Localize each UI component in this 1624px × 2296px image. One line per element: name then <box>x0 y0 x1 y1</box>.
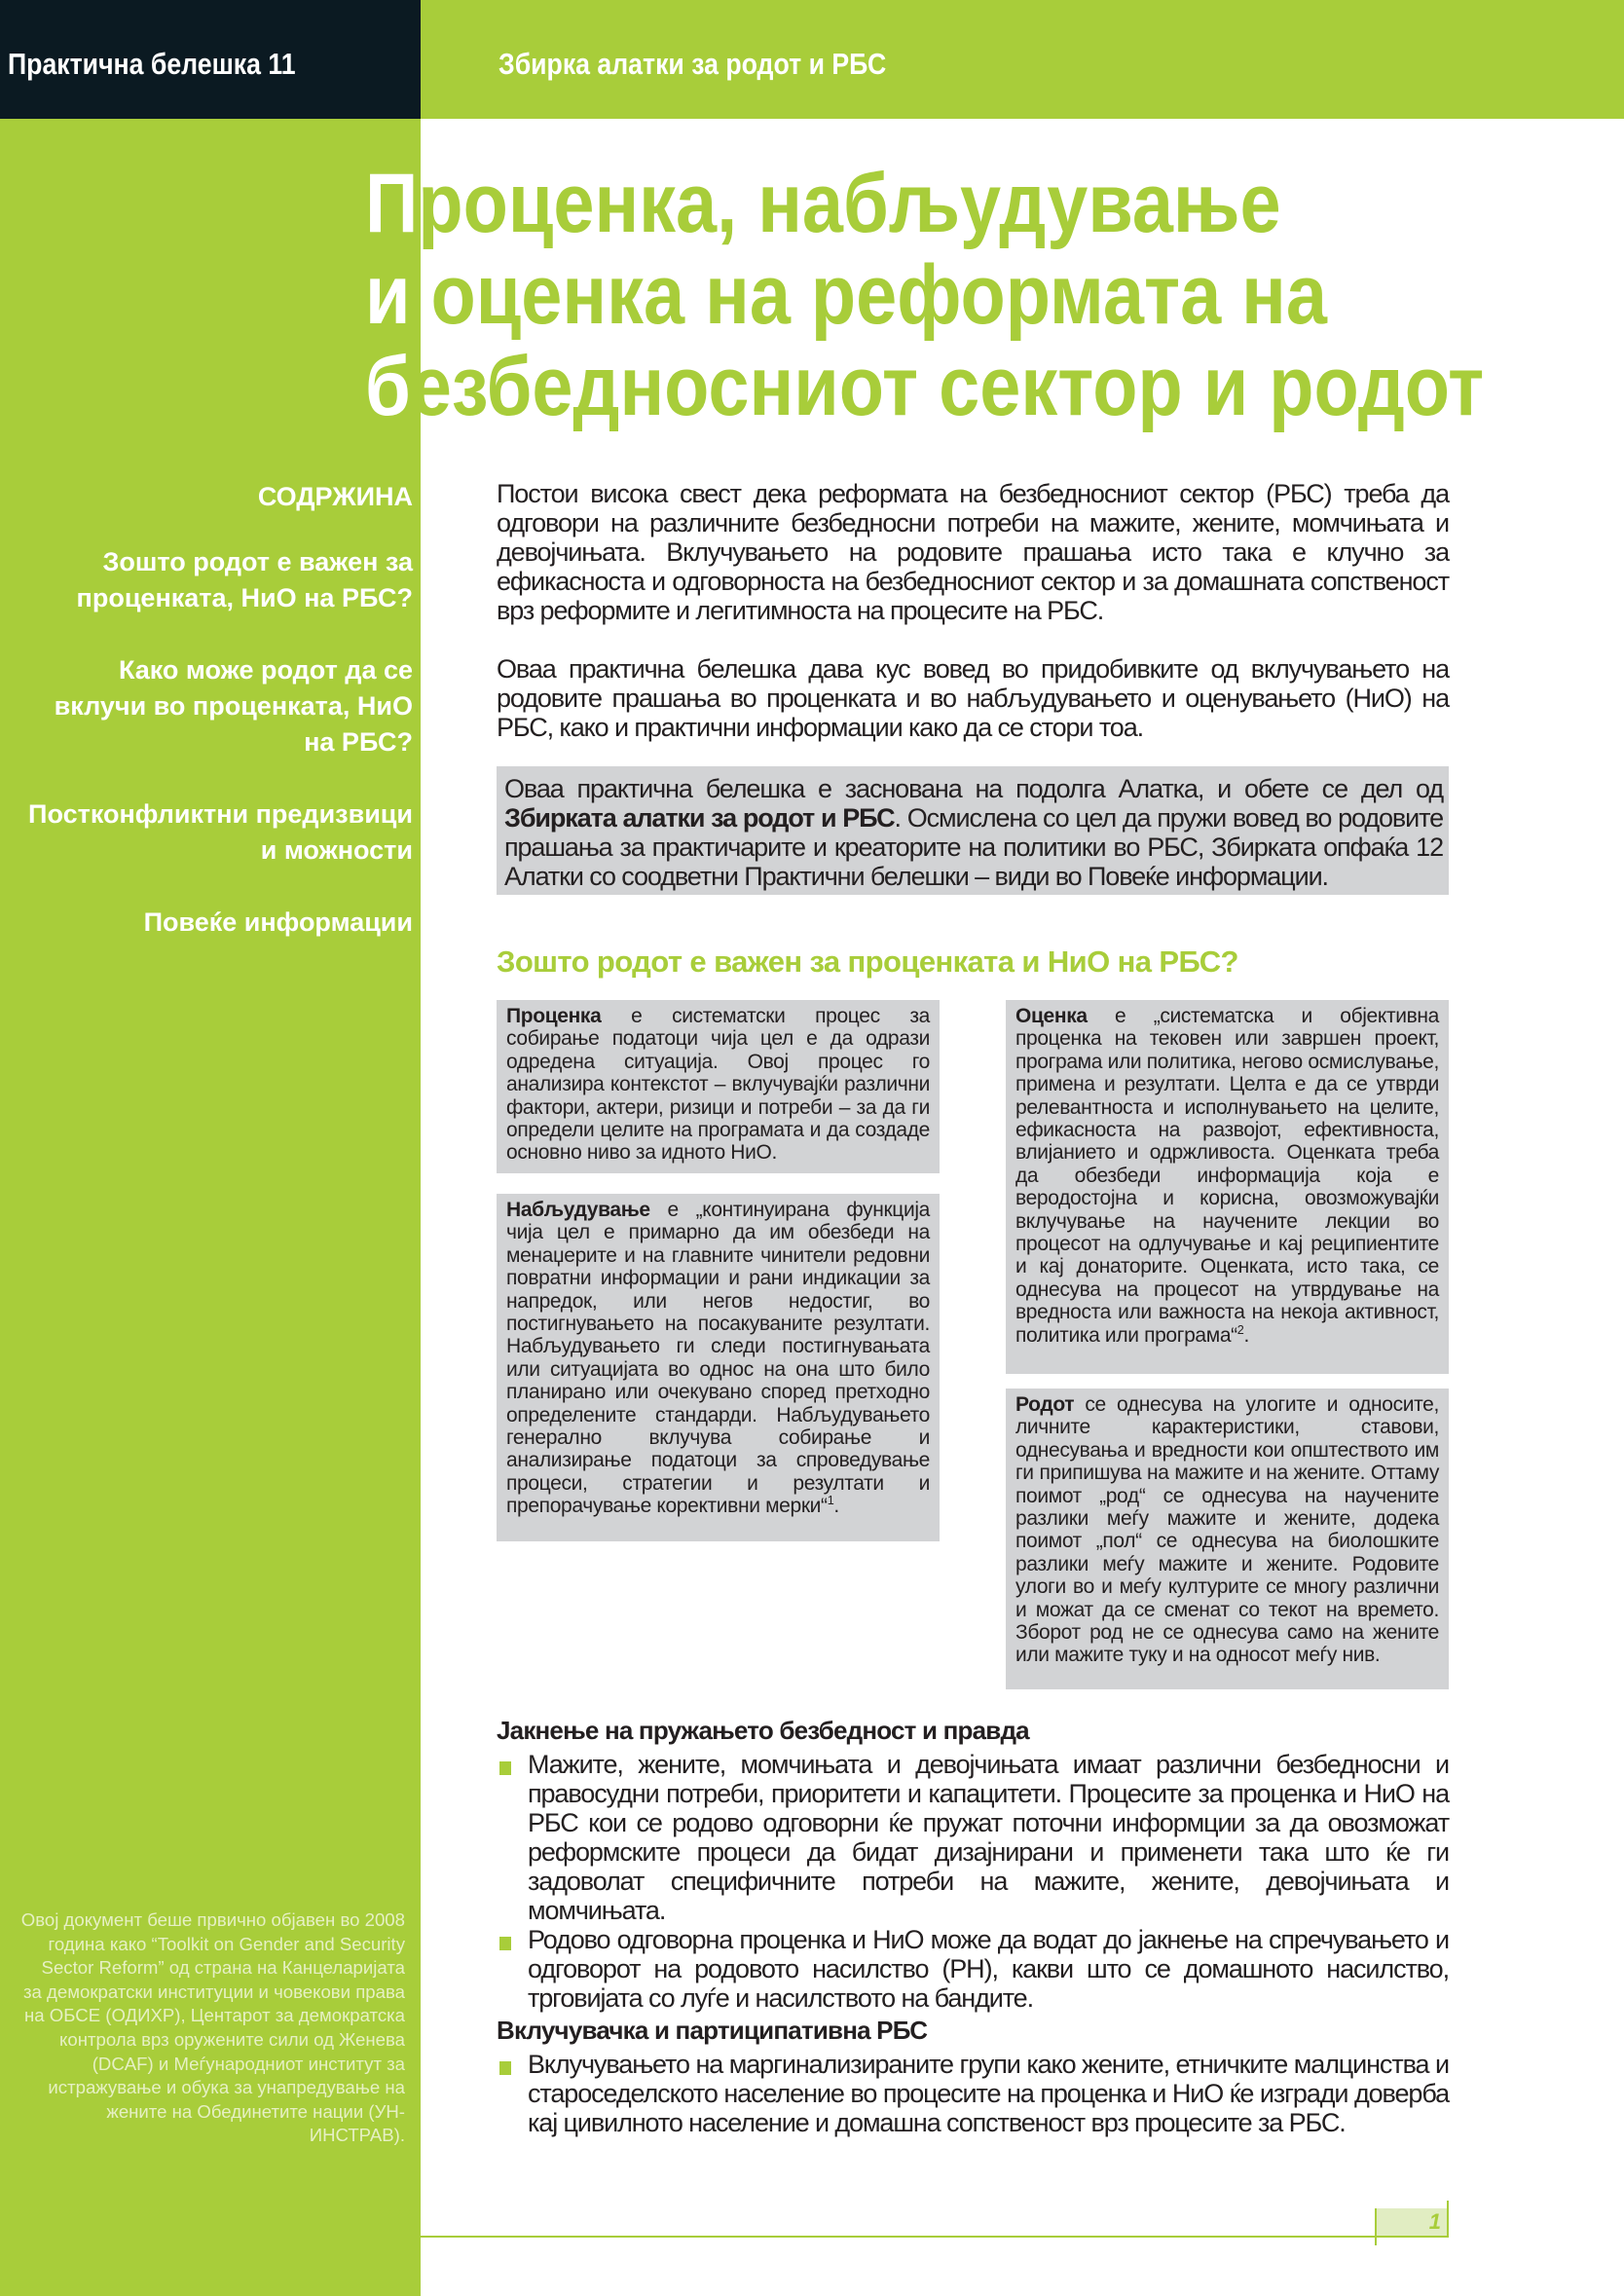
definition-text: се однесува на улогите и односите, личните карактеристики, ставови, однесувања и вредности кои општеството им ги припишува на мажите и на жените. Оттаму поимот „род“ се однесува на научените разлики меѓу мажите и жените, додека поимот „пол“ се однесува на биолошките разлики меѓу мажите и жените. Родовите улоги во и меѓу културите се многу различни и можат да се сменат со текот на времето. Зборот род не се однесува само на жените или мажите туку и на односот меѓу нив. <box>1015 1393 1439 1667</box>
practice-note-label: Практична белешка 11 <box>8 47 296 81</box>
list-item-text: Мажите, жените, момчињата и девојчињата имаат различни безбедносни и правосудни потреби, приоритети и капацитети. Процесите за проценка и НиО на РБС кои се родово одговорни ќе пружат поточни информции за да овозможат реформските процеси да бидат дизајнирани и применети така што ќе ги задоволат специфичните потреби на мажите, жените, девојчињата и момчињата. <box>528 1750 1449 1925</box>
publication-note: Овој документ беше првично објавен во 2008 година како “Toolkit on Gender and Security Sector Reform” од страна на Канцеларијата за демократски институции и човекови права на ОБСЕ (ОДИХР), Центарот за демократска контрола врз оружените сили од Женева (DCAF) и Меѓународниот институт за истражување и обука за унапредување на жените на Обединетите нации (УН-ИНСТРАВ). <box>20 1909 405 2146</box>
title-line-2 <box>365 249 1470 341</box>
toc-item-how-integrate[interactable]: Како може родот да се вклучи во проценката, НиО на РБС? <box>54 655 413 757</box>
title-line-2-rest: оценка на реформата на <box>410 248 1327 342</box>
title-line-3-rest: езбедносниот сектор и родот <box>410 340 1485 433</box>
toc-item-post-conflict[interactable]: Постконфликтни предизвици и можности <box>28 799 413 865</box>
toolkit-info-text-start: Оваа практична белешка е заснована на подолга Алатка, и обете се дел од <box>504 774 1443 803</box>
title-line-2-initial: и <box>365 248 411 342</box>
subsection-heading-security-justice: Јакнење на пружањето безбедност и правда <box>497 1716 1029 1745</box>
toolkit-info-box <box>497 766 1449 895</box>
toc-item-why-gender[interactable]: Зошто родот е важен за проценката, НиО на РБС? <box>76 547 413 612</box>
definition-box-monitoring <box>497 1194 940 1541</box>
list-item <box>497 1750 1449 1925</box>
definition-box-gender <box>1006 1389 1449 1689</box>
toolkit-label: Збирка алатки за родот и РБС <box>498 47 887 81</box>
bullet-list-inclusive-ssr <box>497 2050 1449 2137</box>
definition-term: Проценка <box>506 1005 602 1027</box>
toc-heading: СОДРЖИНА <box>257 482 413 511</box>
section-heading-why-gender: Зошто родот е важен за проценката и НиО на РБС? <box>497 944 1238 979</box>
title-line-1-initial: П <box>365 157 419 250</box>
definition-term: Оценка <box>1015 1005 1088 1027</box>
page-title <box>365 158 1621 432</box>
page-number-box <box>1375 2208 1449 2236</box>
definition-end: . <box>1243 1323 1249 1347</box>
footer-rule <box>421 2236 1449 2238</box>
title-line-3 <box>365 340 1485 433</box>
page-number: 1 <box>1428 2209 1441 2234</box>
footnote-ref[interactable]: 1 <box>827 1494 834 1508</box>
list-item <box>497 2050 1449 2137</box>
list-item <box>497 1925 1449 2013</box>
toolkit-info-text <box>504 774 1443 891</box>
footnote-ref[interactable]: 2 <box>1236 1322 1244 1337</box>
subsection-heading-inclusive-ssr: Вклучувачка и партиципативна РБС <box>497 2016 928 2045</box>
bullet-square-icon <box>499 1761 511 1775</box>
intro-paragraph-2: Оваа практична белешка дава кус вовед во придобивките од вклучувањето на родовите прашања во проценката и во набљудувањето и оценувањето (НиО) на РБС, како и практични информации како да се стори тоа. <box>497 654 1449 742</box>
definition-term: Родот <box>1015 1393 1075 1416</box>
bullet-list-security-justice <box>497 1750 1449 2013</box>
toc-item-more-info[interactable]: Повеќе информации <box>143 907 413 937</box>
definition-text: е „континуирана функција чија цел е примарно да им обезбеди на менаџерите и на главните чинители редовни повратни информации и рани индикации за напредок, или негов недостиг, во постигнувањето на посакуваните резултати. Набљудувањето ги следи постигнувањата или ситуацијата во однос на она што било планирано или очекувано според претходно определените стандарди. Набљудувањето генерално вклучува собирање и анализирање податоци за спроведување процеси, стратегии и резултати и препорачување корективни мерки“ <box>506 1199 930 1518</box>
definition-text: е „систематска и објективна проценка на тековен или завршен проект, програма или политика, негово осмислување, примена и резултати. Целта е да се утврди релевантноста и исполнувањето на целите, ефикасноста на развојот, ефективноста, влијанието и одржливоста. Оценката треба да обезбеди информација која е веродостојна и корисна, овозможувајќи вклучување на научените лекции во процесот на одлучување и кај реципиентите и кај донаторите. Оценката, исто така, се однесува на процесот на утврдување на вредноста или важноста на некоја активност, политика или програма“ <box>1015 1005 1439 1347</box>
definition-box-assessment <box>497 1000 940 1173</box>
toolkit-info-bold: Збирката алатки за родот и РБС <box>504 803 895 833</box>
title-line-1 <box>365 158 1470 249</box>
title-line-1-rest: роценка, набљудување <box>418 157 1281 250</box>
bullet-square-icon <box>499 1937 511 1950</box>
bullet-square-icon <box>499 2061 511 2075</box>
table-of-contents <box>19 479 413 977</box>
definition-text: е систематски процес за собирање податоци чија цел е да одрази одредена ситуација. Овој процес го анализира контекстот – вклучувајќи различни фактори, актери, ризици и потреби – за да ги определи целите на програмата и да создаде основно ниво за идното НиО. <box>506 1005 930 1165</box>
intro-paragraph-1: Постои висока свест дека реформата на безбедносниот сектор (РБС) треба да одговори на различните безбедносни потреби на мажите, жените, момчињата и девојчињата. Вклучувањето на родовите прашања исто така е клучно за ефикасноста и одговорноста на безбедносниот сектор и за домашната сопственост врз реформите и легитимноста на процесите на РБС. <box>497 479 1449 625</box>
toolkit-info-text-end: . Осмислена со цел да пружи вовед во родовите прашања за практичарите и креаторите на политики во РБС, Збирката опфаќа 12 Алатки со соодветни Практични белешки – види во Повеќе информации. <box>504 803 1443 891</box>
header-note-block <box>0 0 421 119</box>
list-item-text: Вклучувањето на маргинализираните групи како жените, етничките малцинства и староседелското население во процесите на проценка и НиО ќе изгради доверба кај цивилното население и домашна сопственост врз процесите за РБС. <box>528 2050 1449 2137</box>
footer-tick <box>1375 2236 1377 2245</box>
title-line-3-initial: б <box>365 340 411 433</box>
definition-box-evaluation <box>1006 1000 1449 1374</box>
definition-end: . <box>833 1495 839 1518</box>
definition-term: Набљудување <box>506 1199 650 1221</box>
list-item-text: Родово одговорна проценка и НиО може да водат до јакнење на спречувањето и одговорот на родовото насилство (РН), какви што се домашното насилство, трговијата со луѓе и насилството на бандите. <box>528 1925 1449 2013</box>
